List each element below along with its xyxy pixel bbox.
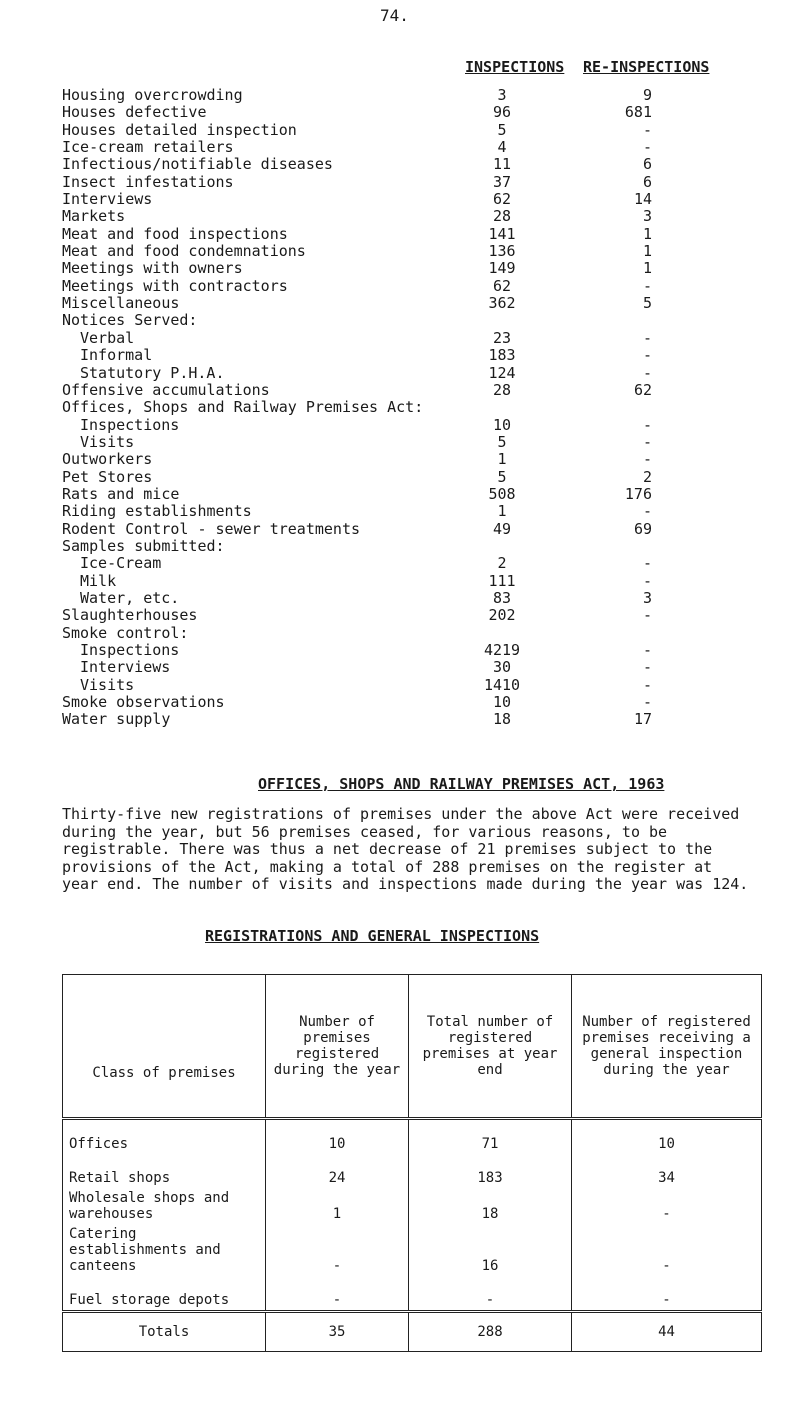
inspection-list: [62, 87, 742, 729]
inspection-row: [62, 434, 742, 451]
inspection-row: [62, 417, 742, 434]
inspections-value: 10: [492, 415, 512, 434]
inspection-row: [62, 295, 742, 312]
inspections-value: 3: [497, 86, 507, 104]
summary-paragraph: Thirty-five new registrations of premises under the above Act were received during the year, but 56 premises ceased, for various reasons, to be registrable. There was thus a net decrease of 21 premises subject to the provisions of the Act, making a total of 288 premises on the register at year end. The number of visits and inspections made during the year was 124.: [62, 805, 749, 893]
reinspections-value: -: [642, 675, 652, 694]
registered-cell: -: [266, 1224, 409, 1276]
header-class-of-premises: Class of premises: [63, 975, 266, 1119]
inspection-row: [62, 521, 742, 538]
row-label: Meetings with owners: [62, 259, 243, 278]
reinspections-value: 6: [642, 155, 652, 174]
reinspections-value: -: [642, 363, 652, 382]
reinspections-value: 3: [642, 207, 652, 226]
registration-table: [62, 974, 762, 1352]
reinspections-value: 14: [633, 190, 652, 209]
inspection-row: [62, 555, 742, 572]
inspection-row: [62, 191, 742, 208]
reinspections-value: 62: [633, 380, 652, 399]
row-label: Statutory P.H.A.: [80, 363, 225, 382]
reinspections-value: -: [642, 502, 652, 521]
inspections-value: 2: [497, 554, 507, 573]
reinspections-value: 1: [642, 259, 652, 278]
inspections-value: 18: [492, 710, 512, 729]
header-general-inspection: Number of registered premises receiving a general inspection during the year: [572, 975, 762, 1119]
reinspections-value: 1: [642, 224, 652, 243]
table-row: [63, 1224, 762, 1276]
inspection-row: [62, 607, 742, 624]
inspection-row: [62, 243, 742, 260]
inspection-row: [62, 486, 742, 503]
total-cell: 18: [409, 1188, 572, 1224]
reinspections-value: -: [642, 658, 652, 677]
row-label: Slaughterhouses: [62, 606, 198, 625]
inspection-row: [62, 659, 742, 676]
inspection-row: [62, 104, 742, 121]
reinspections-value: -: [642, 432, 652, 451]
inspections-value: 5: [497, 120, 507, 139]
inspections-value: 362: [488, 294, 516, 313]
totals-label: Totals: [63, 1312, 266, 1352]
row-label: Markets: [62, 207, 126, 226]
reinspections-value: 5: [642, 294, 652, 313]
class-of-premises-cell: Offices: [63, 1119, 266, 1155]
inspection-row: [62, 174, 742, 191]
row-label: Meat and food inspections: [62, 224, 288, 243]
row-label: Milk: [80, 571, 117, 590]
totals-row: [63, 1312, 762, 1352]
inspections-value: 4219: [483, 641, 521, 659]
row-label: Verbal: [80, 328, 135, 347]
class-of-premises-cell: Fuel storage depots: [63, 1276, 266, 1312]
registered-cell: 10: [266, 1119, 409, 1155]
inspections-value: 5: [497, 432, 507, 451]
row-label: Notices Served:: [62, 311, 198, 330]
inspections-value: 30: [492, 658, 512, 677]
row-label: Offices, Shops and Railway Premises Act:: [62, 398, 424, 417]
header-total-at-year-end: Total number of registered premises at year end: [409, 975, 572, 1119]
inspections-value: 4: [497, 138, 507, 157]
row-label: Interviews: [62, 190, 153, 209]
inspection-row: [62, 139, 742, 156]
inspections-value: 49: [492, 519, 512, 538]
inspected-cell: -: [572, 1276, 762, 1312]
inspected-cell: -: [572, 1224, 762, 1276]
totals-registered: 35: [266, 1312, 409, 1352]
inspection-row: [62, 87, 742, 104]
inspections-value: 149: [488, 259, 516, 278]
registered-cell: -: [266, 1276, 409, 1312]
registered-cell: 1: [266, 1188, 409, 1224]
registered-cell: 24: [266, 1154, 409, 1188]
row-label: Inspections: [80, 641, 180, 659]
class-of-premises-cell: Wholesale shops and warehouses: [63, 1188, 266, 1224]
row-label: Meetings with contractors: [62, 276, 288, 295]
inspections-value: 508: [488, 484, 516, 503]
reinspections-value: 9: [642, 86, 652, 104]
row-label: Outworkers: [62, 450, 153, 469]
reinspections-value: -: [642, 606, 652, 625]
inspections-value: 1: [497, 502, 507, 521]
inspection-row: [62, 122, 742, 139]
reinspections-value: 69: [633, 519, 652, 538]
row-label: Water, etc.: [80, 588, 180, 607]
inspected-cell: -: [572, 1188, 762, 1224]
inspection-row: [62, 399, 742, 416]
reinspections-value: -: [642, 328, 652, 347]
inspection-row: [62, 156, 742, 173]
inspections-column-header: INSPECTIONS: [465, 58, 565, 76]
row-label: Houses defective: [62, 103, 207, 122]
inspection-row: [62, 625, 742, 642]
inspections-value: 11: [492, 155, 512, 174]
inspection-row: [62, 312, 742, 329]
inspections-value: 1: [497, 450, 507, 469]
inspection-row: [62, 451, 742, 468]
reinspections-column-header: RE-INSPECTIONS: [583, 58, 710, 76]
row-label: Smoke observations: [62, 693, 225, 712]
row-label: Meat and food condemnations: [62, 242, 306, 261]
inspected-cell: 10: [572, 1119, 762, 1155]
inspection-row: [62, 382, 742, 399]
reinspections-value: -: [642, 138, 652, 157]
reinspections-value: -: [642, 571, 652, 590]
row-label: Water supply: [62, 710, 171, 729]
inspection-row: [62, 469, 742, 486]
reinspections-value: 681: [624, 103, 652, 122]
row-label: Informal: [80, 346, 153, 365]
reinspections-value: 2: [642, 467, 652, 486]
row-label: Inspections: [80, 415, 180, 434]
inspection-row: [62, 365, 742, 382]
inspections-value: 28: [492, 380, 512, 399]
inspection-row: [62, 573, 742, 590]
reinspections-value: -: [642, 641, 652, 659]
row-label: Housing overcrowding: [62, 86, 243, 104]
inspections-value: 37: [492, 172, 512, 191]
row-label: Visits: [80, 675, 135, 694]
inspection-row: [62, 226, 742, 243]
row-label: Rats and mice: [62, 484, 180, 503]
table-row: [63, 1188, 762, 1224]
inspection-row: [62, 538, 742, 555]
inspections-value: 124: [488, 363, 516, 382]
totals-inspected: 44: [572, 1312, 762, 1352]
table-row: [63, 1154, 762, 1188]
inspections-value: 28: [492, 207, 512, 226]
row-label: Riding establishments: [62, 502, 252, 521]
row-label: Smoke control:: [62, 623, 189, 642]
reinspections-value: -: [642, 693, 652, 712]
reinspections-value: -: [642, 554, 652, 573]
row-label: Visits: [80, 432, 135, 451]
inspection-row: [62, 260, 742, 277]
inspections-value: 96: [492, 103, 512, 122]
row-label: Rodent Control - sewer treatments: [62, 519, 361, 538]
inspections-value: 1410: [483, 675, 521, 694]
reinspections-value: -: [642, 120, 652, 139]
row-label: Pet Stores: [62, 467, 153, 486]
inspection-row: [62, 711, 742, 728]
inspections-value: 23: [492, 328, 512, 347]
registration-table-title: REGISTRATIONS AND GENERAL INSPECTIONS: [205, 927, 540, 945]
inspections-value: 62: [492, 190, 512, 209]
reinspections-value: -: [642, 415, 652, 434]
row-label: Interviews: [80, 658, 171, 677]
inspections-value: 62: [492, 276, 512, 295]
reinspections-value: 176: [624, 484, 652, 503]
page-number: 74.: [380, 6, 409, 25]
row-label: Insect infestations: [62, 172, 234, 191]
row-label: Samples submitted:: [62, 536, 225, 555]
inspection-row: [62, 694, 742, 711]
inspections-value: 83: [492, 588, 512, 607]
inspections-value: 141: [488, 224, 516, 243]
inspections-value: 202: [488, 606, 516, 625]
total-cell: 183: [409, 1154, 572, 1188]
inspections-value: 10: [492, 693, 512, 712]
inspections-value: 136: [488, 242, 516, 261]
inspection-row: [62, 330, 742, 347]
inspections-value: 183: [488, 346, 516, 365]
reinspections-value: 3: [642, 588, 652, 607]
inspection-row: [62, 503, 742, 520]
table-row: [63, 1119, 762, 1155]
row-label: Infectious/notifiable diseases: [62, 155, 333, 174]
reinspections-value: -: [642, 346, 652, 365]
class-of-premises-cell: Retail shops: [63, 1154, 266, 1188]
row-label: Houses detailed inspection: [62, 120, 297, 139]
inspection-row: [62, 208, 742, 225]
class-of-premises-cell: Catering establishments and canteens: [63, 1224, 266, 1276]
total-cell: -: [409, 1276, 572, 1312]
inspections-value: 5: [497, 467, 507, 486]
reinspections-value: -: [642, 276, 652, 295]
inspected-cell: 34: [572, 1154, 762, 1188]
reinspections-value: 6: [642, 172, 652, 191]
reinspections-value: 1: [642, 242, 652, 261]
row-label: Offensive accumulations: [62, 380, 270, 399]
table-row: [63, 1276, 762, 1312]
inspection-row: [62, 677, 742, 694]
section-title: OFFICES, SHOPS AND RAILWAY PREMISES ACT, 1963: [258, 775, 665, 793]
total-cell: 71: [409, 1119, 572, 1155]
inspection-row: [62, 278, 742, 295]
inspection-row: [62, 642, 742, 659]
header-registered-during-year: Number of premises registered during the year: [266, 975, 409, 1119]
row-label: Ice-Cream: [80, 554, 162, 573]
row-label: Miscellaneous: [62, 294, 180, 313]
row-label: Ice-cream retailers: [62, 138, 234, 157]
total-cell: 16: [409, 1224, 572, 1276]
inspection-row: [62, 590, 742, 607]
reinspections-value: 17: [633, 710, 652, 729]
inspection-row: [62, 347, 742, 364]
reinspections-value: -: [642, 450, 652, 469]
totals-total: 288: [409, 1312, 572, 1352]
inspections-value: 111: [488, 571, 516, 590]
